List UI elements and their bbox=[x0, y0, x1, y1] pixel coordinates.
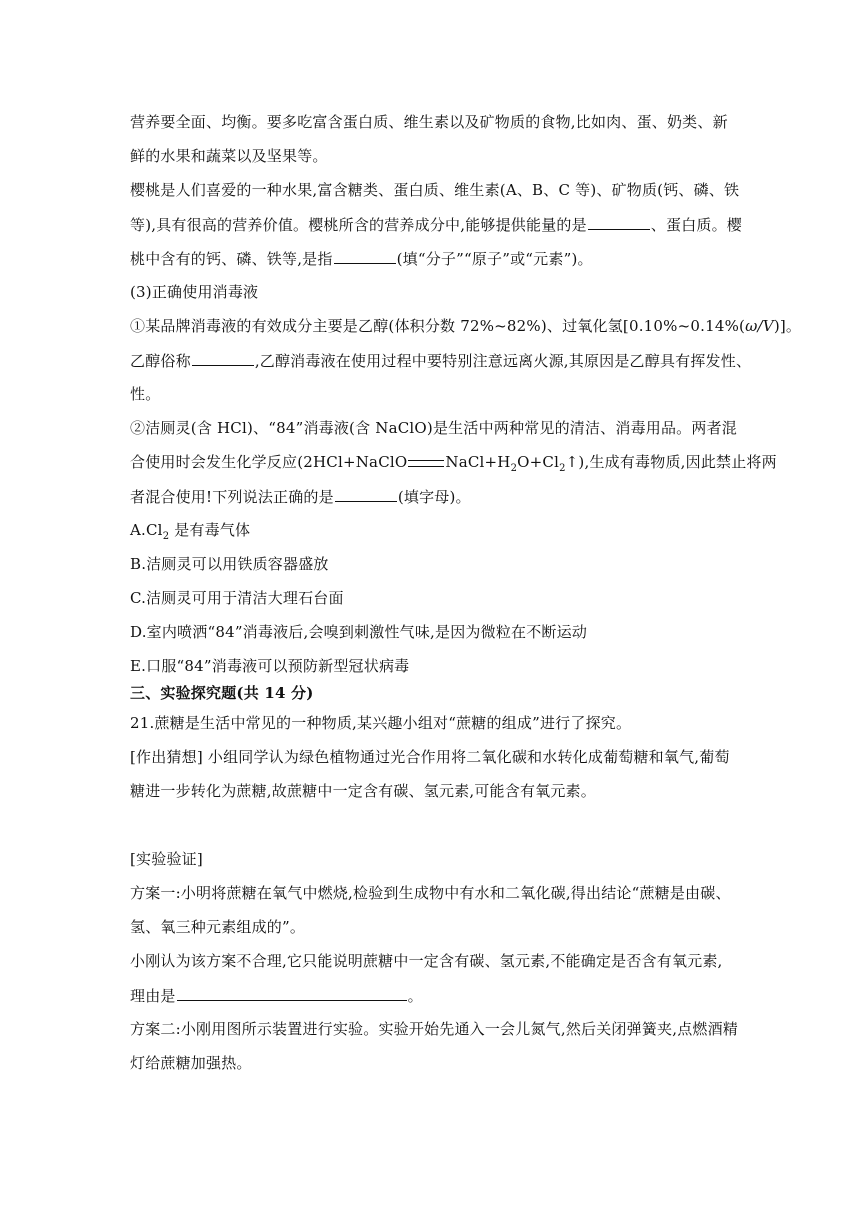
subscript: 2 bbox=[162, 531, 170, 542]
option-a bbox=[130, 520, 250, 540]
answer-blank[interactable] bbox=[588, 214, 650, 230]
text: (填字母)。 bbox=[397, 488, 471, 506]
paragraph-line: [作出猜想] 小组同学认为绿色植物通过光合作用将二氧化碳和水转化成葡萄糖和氧气,葡萄 bbox=[130, 748, 730, 766]
subheading: [实验验证] bbox=[130, 850, 203, 868]
text: 合使用时会发生化学反应(2HCl+NaClO bbox=[130, 453, 408, 471]
paragraph-line bbox=[130, 452, 777, 472]
paragraph-line bbox=[130, 248, 593, 269]
paragraph-line bbox=[130, 486, 471, 507]
option-e: E.口服“84”消毒液可以预防新型冠状病毒 bbox=[130, 657, 410, 675]
paragraph-line: 鲜的水果和蔬菜以及坚果等。 bbox=[130, 147, 328, 165]
text: ↑),生成有毒物质,因此禁止将两 bbox=[565, 453, 777, 471]
text: 者混合使用!下列说法正确的是 bbox=[130, 488, 334, 506]
text: 、蛋白质。樱 bbox=[650, 216, 742, 234]
text: 理由是 bbox=[130, 987, 176, 1005]
answer-blank[interactable] bbox=[334, 248, 396, 264]
paragraph-line: 灯给蔗糖加强热。 bbox=[130, 1054, 252, 1072]
paragraph-line: 营养要全面、均衡。要多吃富含蛋白质、维生素以及矿物质的食物,比如肉、蛋、奶类、新 bbox=[130, 113, 728, 131]
section-heading: 三、实验探究题(共 14 分) bbox=[130, 684, 314, 702]
text: 是有毒气体 bbox=[169, 521, 251, 539]
answer-blank[interactable] bbox=[335, 486, 397, 502]
paragraph-line: ②洁厕灵(含 HCl)、“84”消毒液(含 NaClO)是生活中两种常见的清洁、消毒用品。两者混 bbox=[130, 419, 737, 437]
paragraph-line: 方案二:小刚用图所示装置进行实验。实验开始先通入一会儿氮气,然后关闭弹簧夹,点燃酒精 bbox=[130, 1020, 738, 1038]
paragraph-line bbox=[130, 350, 751, 371]
subscript: 2 bbox=[559, 463, 566, 474]
paragraph-line bbox=[130, 985, 423, 1006]
text: NaCl+H bbox=[445, 453, 511, 471]
text: ,乙醇消毒液在使用过程中要特别注意远离火源,其原因是乙醇具有挥发性、 bbox=[254, 352, 752, 370]
option-c: C.洁厕灵可用于清洁大理石台面 bbox=[130, 589, 344, 607]
paragraph-line: 糖进一步转化为蔗糖,故蔗糖中一定含有碳、氢元素,可能含有氧元素。 bbox=[130, 782, 596, 800]
subsection-heading: (3)正确使用消毒液 bbox=[130, 283, 259, 301]
option-b: B.洁厕灵可以用铁质容器盛放 bbox=[130, 555, 329, 573]
answer-blank[interactable] bbox=[177, 985, 407, 1001]
text: 等),具有很高的营养价值。樱桃所含的营养成分中,能够提供能量的是 bbox=[130, 216, 587, 234]
text: 乙醇俗称 bbox=[130, 352, 191, 370]
text: 桃中含有的钙、磷、铁等,是指 bbox=[130, 250, 333, 268]
text: A.Cl bbox=[130, 521, 163, 539]
paragraph-line: 性。 bbox=[130, 385, 161, 403]
paragraph-line: 氢、氧三种元素组成的”。 bbox=[130, 918, 306, 936]
subscript: 2 bbox=[510, 463, 518, 474]
paragraph-line: 小刚认为该方案不合理,它只能说明蔗糖中一定含有碳、氢元素,不能确定是否含有氧元素, bbox=[130, 952, 723, 970]
option-d: D.室内喷洒“84”消毒液后,会嗅到刺激性气味,是因为微粒在不断运动 bbox=[130, 623, 588, 641]
text: O+Cl bbox=[517, 453, 560, 471]
text: )]。 bbox=[773, 317, 802, 335]
paragraph-line: 方案一:小明将蔗糖在氧气中燃烧,检验到生成物中有水和二氧化碳,得出结论“蔗糖是由碳、 bbox=[130, 884, 731, 902]
text: ①某品牌消毒液的有效成分主要是乙醇(体积分数 72%~82%)、过氧化氢[0.10%~0.14%( bbox=[130, 317, 746, 335]
text: 。 bbox=[407, 987, 423, 1005]
paragraph-line bbox=[130, 316, 801, 336]
italic-text: ω/V bbox=[745, 317, 774, 335]
equals-sign bbox=[408, 460, 444, 467]
paragraph-line bbox=[130, 214, 742, 235]
question-title: 21.蔗糖是生活中常见的一种物质,某兴趣小组对“蔗糖的组成”进行了探究。 bbox=[130, 714, 632, 732]
paragraph-line: 樱桃是人们喜爱的一种水果,富含糖类、蛋白质、维生素(A、B、C 等)、矿物质(钙、磷、铁 bbox=[130, 181, 740, 199]
text: (填“分子”“原子”或“元素”)。 bbox=[396, 250, 593, 268]
answer-blank[interactable] bbox=[192, 350, 254, 366]
